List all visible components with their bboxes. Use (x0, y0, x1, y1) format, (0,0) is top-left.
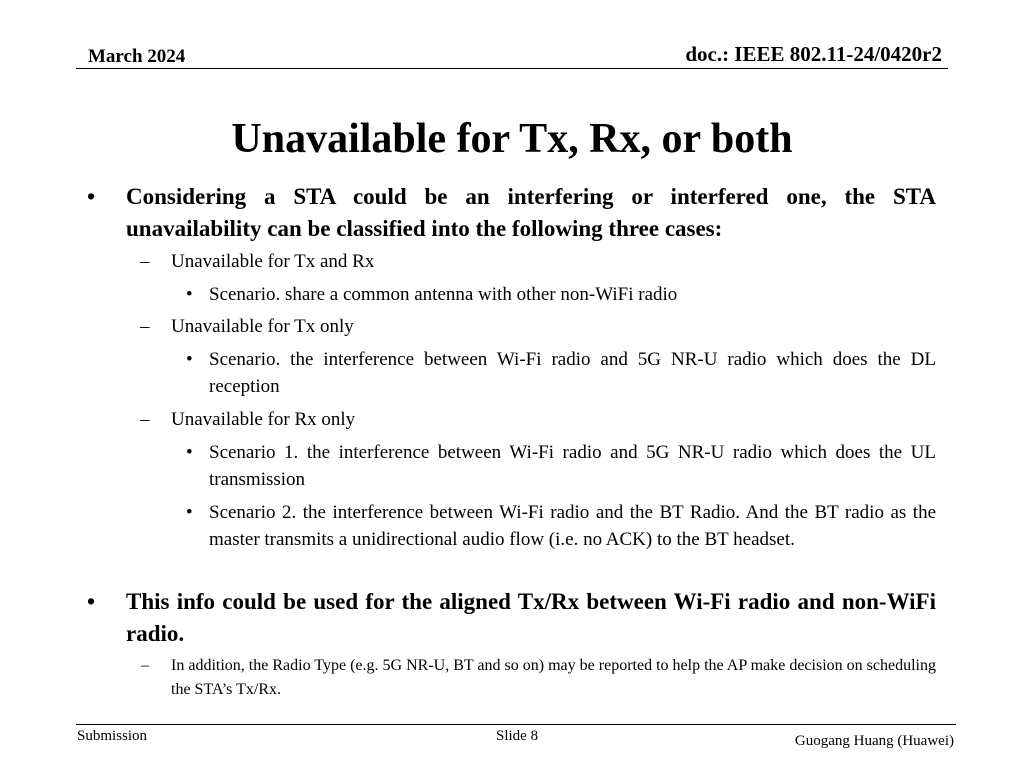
sub-bullet-marker: • (186, 502, 193, 523)
sub-bullet-marker: • (186, 349, 193, 370)
scenario-item: Scenario. the interference between Wi-Fi radio and 5G NR-U radio which does the DL reception (209, 349, 936, 397)
case-rx-only: Unavailable for Rx only (171, 409, 356, 430)
dash-marker: – (140, 316, 150, 337)
bullet-main-2: This info could be used for the aligned Tx/Rx between Wi-Fi radio and non-WiFi radio. (126, 589, 936, 646)
scenario-item: Scenario 2. the interference between Wi-Fi radio and the BT Radio. And the BT radio as the master transmits a unidirectional audio flow (i.e. no ACK) to the BT headset. (209, 502, 936, 550)
footer-divider (76, 724, 956, 725)
case-tx-only: Unavailable for Tx only (171, 316, 354, 337)
bullet-marker: • (87, 184, 96, 209)
dash-marker: – (140, 409, 150, 430)
slide-title: Unavailable for Tx, Rx, or both (231, 116, 793, 162)
dash-marker: – (141, 657, 149, 674)
case-tx-and-rx: Unavailable for Tx and Rx (171, 251, 375, 272)
bullet-main-1: Considering a STA could be an interfering or interfered one, the STA unavailability can be classified into the following three cases: (126, 184, 936, 241)
footer-slide-number: Slide 8 (496, 728, 539, 744)
sub-note: In addition, the Radio Type (e.g. 5G NR-U, BT and so on) may be reported to help the AP make decision on scheduling the STA’s Tx/Rx. (171, 657, 936, 698)
bullet-marker: • (87, 589, 96, 614)
header-date: March 2024 (88, 46, 186, 67)
scenario-item: Scenario 1. the interference between Wi-Fi radio and 5G NR-U radio which does the UL transmission (209, 442, 936, 490)
footer-submission: Submission (77, 728, 148, 744)
sub-bullet-marker: • (186, 284, 193, 305)
footer-author: Guogang Huang (Huawei) (794, 733, 954, 749)
scenario-item: Scenario. share a common antenna with other non-WiFi radio (209, 284, 678, 305)
sub-bullet-marker: • (186, 442, 193, 463)
dash-marker: – (140, 251, 150, 272)
header-doc-id: doc.: IEEE 802.11-24/0420r2 (685, 42, 942, 66)
